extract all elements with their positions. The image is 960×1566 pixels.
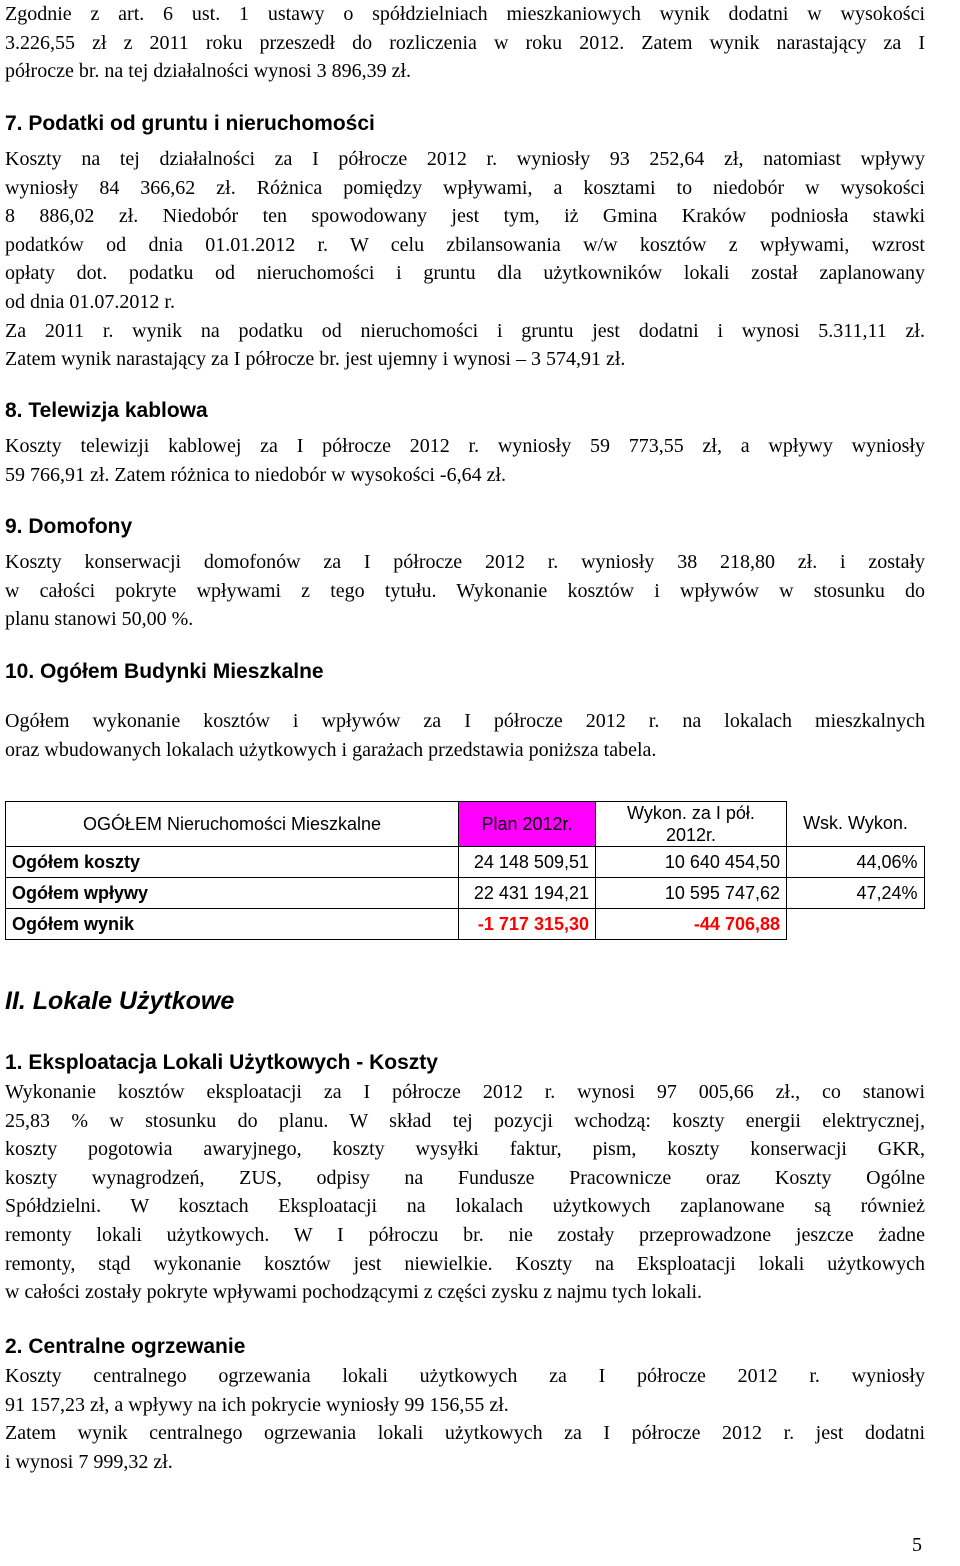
header-line: Wykon. za I pół. — [627, 803, 755, 823]
header-cell: Plan 2012r. — [459, 802, 596, 847]
section-u2-text — [5, 1362, 925, 1476]
text-line: oraz wbudowanych lokalach użytkowych i garażach przedstawia poniższa tabela. — [5, 738, 657, 761]
intro-paragraph — [5, 0, 925, 86]
text-line: od dnia 01.07.2012 r. — [5, 290, 175, 313]
page-number: 5 — [912, 1534, 922, 1556]
table-row — [6, 878, 925, 909]
table-row — [6, 909, 925, 940]
section-7-heading — [5, 110, 375, 138]
table-row — [6, 847, 925, 878]
text-line: remonty, stąd wykonanie kosztów jest niewielkie. Koszty na Eksploatacji lokali użytkowych — [5, 1252, 925, 1275]
actual-value: 10 640 454,50 — [596, 847, 787, 878]
text-line: Ogółem wykonanie kosztów i wpływów za I półrocze 2012 r. na lokalach mieszkalnych — [5, 710, 925, 732]
section-10-text — [5, 707, 925, 764]
text-line: Zgodnie z art. 6 ust. 1 ustawy o spółdzielniach mieszkaniowych wynik dodatni w wysokości — [5, 3, 925, 25]
row-label: Ogółem wynik — [6, 909, 459, 940]
summary-table — [5, 801, 925, 940]
text-line: wyniosły 84 366,62 zł. Różnica pomiędzy wpływami, a kosztami to niedobór w wysokości — [5, 176, 925, 199]
text-line: Zatem wynik centralnego ogrzewania lokali użytkowych za I półrocze 2012 r. jest dodatni — [5, 1422, 925, 1445]
section-title: Telewizja kablowa — [22, 399, 208, 422]
section-7-text — [5, 145, 925, 374]
text-line: i wynosi 7 999,32 zł. — [5, 1450, 173, 1473]
text-line: Zatem wynik narastający za I półrocze br. jest ujemny i wynosi – 3 574,91 zł. — [5, 348, 626, 371]
text-line: półrocze br. na tej działalności wynosi 3 896,39 zł. — [5, 60, 412, 83]
section-title: Podatki od gruntu i nieruchomości — [22, 112, 375, 135]
section-10-heading — [5, 658, 324, 686]
text-line: planu stanowi 50,00 %. — [5, 608, 194, 631]
section-8-text — [5, 432, 925, 489]
header-cell — [596, 802, 787, 847]
section-number: 8. — [5, 399, 23, 422]
section-9-text — [5, 548, 925, 634]
section-9-heading — [5, 513, 132, 541]
header-cell: Wsk. Wykon. — [803, 813, 908, 834]
text-line: 91 157,23 zł, a wpływy na ich pokrycie wyniosły 99 156,55 zł. — [5, 1393, 509, 1416]
section-u2-heading: 2. Centralne ogrzewanie — [5, 1335, 246, 1358]
plan-value: -1 717 315,30 — [459, 909, 596, 940]
text-line: w całości pokryte wpływami z tego tytułu. Wykonanie kosztów i wpływów w stosunku do — [5, 579, 925, 602]
header-cell: OGÓŁEM Nieruchomości Mieszkalne — [6, 802, 459, 847]
row-label: Ogółem koszty — [6, 847, 459, 878]
section-u1-text — [5, 1078, 925, 1307]
text-line: Koszty na tej działalności za I półrocze 2012 r. wyniosły 93 252,64 zł, natomiast wpływy — [5, 148, 925, 170]
plan-value: 24 148 509,51 — [459, 847, 596, 878]
part-ii-heading: II. Lokale Użytkowe — [5, 987, 235, 1015]
plan-value: 22 431 194,21 — [459, 878, 596, 909]
text-line: Wykonanie kosztów eksploatacji za I półrocze 2012 r. wynosi 97 005,66 zł., co stanowi — [5, 1081, 925, 1103]
section-u1-heading: 1. Eksploatacja Lokali Użytkowych - Koszty — [5, 1051, 438, 1074]
ratio-value: 47,24% — [787, 878, 925, 909]
actual-value: -44 706,88 — [596, 909, 787, 940]
section-number: 9. — [5, 515, 23, 538]
header-line: 2012r. — [665, 825, 717, 845]
text-line: 25,83 % w stosunku do planu. W skład tej pozycji wchodzą: koszty energii elektrycznej, — [5, 1109, 925, 1132]
section-8-heading — [5, 397, 208, 425]
text-line: opłaty dot. podatku od nieruchomości i gruntu dla użytkowników lokali został zaplanowany — [5, 262, 925, 285]
text-line: 59 766,91 zł. Zatem różnica to niedobór w wysokości -6,64 zł. — [5, 463, 506, 486]
text-line: Spółdzielni. W kosztach Eksploatacji na lokalach użytkowych zaplanowane są również — [5, 1195, 925, 1218]
text-line: Koszty telewizji kablowej za I półrocze 2012 r. wyniosły 59 773,55 zł, a wpływy wyniosły — [5, 435, 925, 457]
text-line: podatków od dnia 01.01.2012 r. W celu zbilansowania w/w kosztów z wpływami, wzrost — [5, 233, 925, 256]
table-header-row — [6, 802, 925, 847]
text-line: koszty wynagrodzeń, ZUS, odpisy na Fundusze Pracownicze oraz Koszty Ogólne — [5, 1166, 925, 1189]
row-label: Ogółem wpływy — [6, 878, 459, 909]
ratio-value: 44,06% — [787, 847, 925, 878]
text-line: Koszty konserwacji domofonów za I półrocze 2012 r. wyniosły 38 218,80 zł. i zostały — [5, 551, 925, 573]
text-line: 8 886,02 zł. Niedobór ten spowodowany jest tym, iż Gmina Kraków podniosła stawki — [5, 205, 925, 228]
section-title: Domofony — [22, 515, 133, 538]
text-line: remonty lokali użytkowych. W I półroczu br. nie zostały przeprowadzone jeszcze żadne — [5, 1223, 925, 1246]
section-title: Ogółem Budynki Mieszkalne — [34, 660, 324, 683]
text-line: koszty pogotowia awaryjnego, koszty wysyłki faktur, pism, koszty konserwacji GKR, — [5, 1138, 925, 1161]
section-number: 10. — [5, 660, 35, 683]
text-line: Za 2011 r. wynik na podatku od nieruchomości i gruntu jest dodatni i wynosi 5.311,11 zł. — [5, 319, 925, 342]
text-line: Koszty centralnego ogrzewania lokali użytkowych za I półrocze 2012 r. wyniosły — [5, 1365, 925, 1387]
text-line: 3.226,55 zł z 2011 roku przeszedł do rozliczenia w roku 2012. Zatem wynik narastający za I — [5, 31, 925, 54]
text-line: w całości zostały pokryte wpływami pochodzącymi z części zysku z najmu tych lokali. — [5, 1281, 703, 1304]
ratio-value — [787, 909, 925, 940]
section-number: 7. — [5, 112, 23, 135]
actual-value: 10 595 747,62 — [596, 878, 787, 909]
